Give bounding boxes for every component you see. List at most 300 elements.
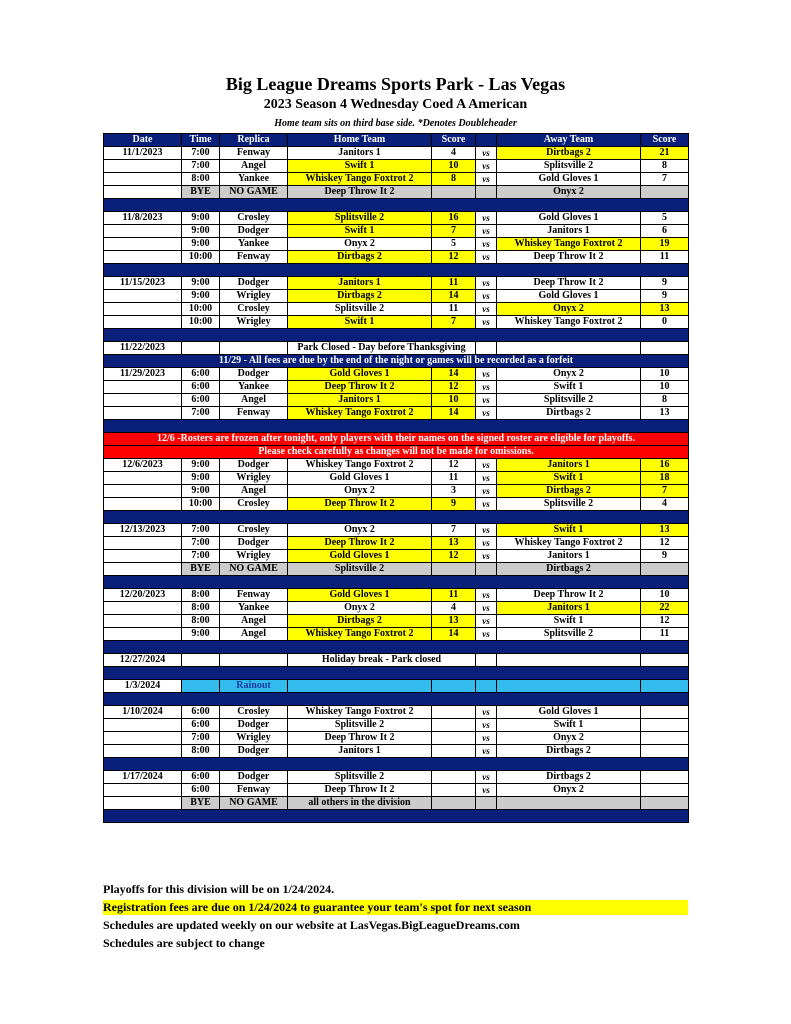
time-cell: 10:00 [182, 251, 220, 264]
date-cell: 1/3/2024 [104, 680, 182, 693]
home-team-cell: Gold Gloves 1 [288, 550, 432, 563]
game-row [104, 160, 689, 173]
date-cell [104, 563, 182, 576]
date-cell [104, 290, 182, 303]
separator-row [104, 693, 689, 706]
away-score-cell: 18 [641, 472, 689, 485]
away-score-cell [641, 719, 689, 732]
home-team-cell: Onyx 2 [288, 524, 432, 537]
bye-vs [476, 563, 497, 576]
replica-cell: Fenway [220, 784, 288, 797]
bye-home-score [432, 797, 476, 810]
away-team-cell: Deep Throw It 2 [497, 589, 641, 602]
website-note: Schedules are updated weekly on our website at LasVegas.BigLeagueDreams.com [103, 918, 520, 932]
replica-cell: Crosley [220, 524, 288, 537]
vs-cell: vs [476, 602, 497, 615]
vs-cell: vs [476, 394, 497, 407]
home-team-cell: Whiskey Tango Foxtrot 2 [288, 173, 432, 186]
separator-row [104, 667, 689, 680]
home-team-cell: Deep Throw It 2 [288, 784, 432, 797]
separator-cell [104, 641, 689, 654]
away-score-cell: 0 [641, 316, 689, 329]
home-team-cell: Onyx 2 [288, 485, 432, 498]
vs-cell: vs [476, 745, 497, 758]
time-cell: 7:00 [182, 550, 220, 563]
away-team-cell: Gold Gloves 1 [497, 173, 641, 186]
replica-cell: Wrigley [220, 472, 288, 485]
home-team-cell: Onyx 2 [288, 602, 432, 615]
vs-cell: vs [476, 706, 497, 719]
time-cell: 9:00 [182, 290, 220, 303]
date-cell [104, 160, 182, 173]
replica-cell: Crosley [220, 706, 288, 719]
game-row [104, 277, 689, 290]
time-cell: 9:00 [182, 459, 220, 472]
separator-row [104, 810, 689, 823]
time-cell: 7:00 [182, 524, 220, 537]
time-cell: 6:00 [182, 719, 220, 732]
home-score-cell [432, 719, 476, 732]
header-time: Time [182, 134, 220, 147]
vs-cell: vs [476, 771, 497, 784]
bye-label: BYE [182, 563, 220, 576]
vs-cell: vs [476, 472, 497, 485]
game-row [104, 615, 689, 628]
time-cell: 8:00 [182, 589, 220, 602]
away-score-cell: 12 [641, 537, 689, 550]
home-score-cell [432, 771, 476, 784]
away-score-cell: 9 [641, 550, 689, 563]
home-score-cell: 14 [432, 290, 476, 303]
home-score-cell: 11 [432, 589, 476, 602]
replica-cell: Yankee [220, 173, 288, 186]
time-cell: 8:00 [182, 615, 220, 628]
roster-notice-row [104, 433, 689, 446]
away-team-cell: Deep Throw It 2 [497, 251, 641, 264]
empty-cell [641, 654, 689, 667]
time-cell: 9:00 [182, 628, 220, 641]
header-home-score: Score [432, 134, 476, 147]
time-cell: 7:00 [182, 732, 220, 745]
game-row [104, 381, 689, 394]
home-team-cell: Dirtbags 2 [288, 615, 432, 628]
home-team-cell: Swift 1 [288, 160, 432, 173]
date-cell [104, 498, 182, 511]
game-row [104, 628, 689, 641]
vs-cell: vs [476, 615, 497, 628]
header-vs [476, 134, 497, 147]
away-score-cell: 10 [641, 368, 689, 381]
game-row [104, 472, 689, 485]
separator-cell [104, 264, 689, 277]
home-team-cell: Onyx 2 [288, 238, 432, 251]
away-team-cell: Gold Gloves 1 [497, 290, 641, 303]
header-date: Date [104, 134, 182, 147]
time-cell: 9:00 [182, 225, 220, 238]
separator-cell [104, 667, 689, 680]
game-row [104, 316, 689, 329]
header-away-score: Score [641, 134, 689, 147]
date-cell [104, 628, 182, 641]
away-team-cell: Janitors 1 [497, 225, 641, 238]
game-row [104, 602, 689, 615]
time-cell: 8:00 [182, 173, 220, 186]
date-cell: 1/10/2024 [104, 706, 182, 719]
away-score-cell [641, 784, 689, 797]
home-score-cell: 11 [432, 472, 476, 485]
away-team-cell: Onyx 2 [497, 368, 641, 381]
home-score-cell: 12 [432, 459, 476, 472]
home-score-cell [432, 732, 476, 745]
bye-label: BYE [182, 797, 220, 810]
closed-message: Park Closed - Day before Thanksgiving [288, 342, 476, 355]
vs-cell: vs [476, 277, 497, 290]
replica-cell: Wrigley [220, 316, 288, 329]
replica-cell: Crosley [220, 303, 288, 316]
time-cell: 7:00 [182, 147, 220, 160]
game-row [104, 238, 689, 251]
bye-row [104, 186, 689, 199]
vs-cell: vs [476, 212, 497, 225]
away-team-cell: Dirtbags 2 [497, 407, 641, 420]
vs-cell: vs [476, 628, 497, 641]
vs-cell: vs [476, 303, 497, 316]
game-row [104, 524, 689, 537]
home-team-cell: Janitors 1 [288, 147, 432, 160]
replica-cell: Yankee [220, 602, 288, 615]
game-row [104, 719, 689, 732]
date-cell [104, 745, 182, 758]
away-score-cell: 10 [641, 381, 689, 394]
date-cell: 11/22/2023 [104, 342, 182, 355]
empty-cell [476, 654, 497, 667]
date-cell [104, 303, 182, 316]
game-row [104, 212, 689, 225]
date-cell: 12/13/2023 [104, 524, 182, 537]
date-cell [104, 719, 182, 732]
time-cell: 10:00 [182, 316, 220, 329]
away-score-cell: 16 [641, 459, 689, 472]
time-cell: 8:00 [182, 602, 220, 615]
home-score-cell: 11 [432, 277, 476, 290]
date-cell: 11/29/2023 [104, 368, 182, 381]
no-game-label: NO GAME [220, 563, 288, 576]
home-team-cell: Dirtbags 2 [288, 251, 432, 264]
park-closed-row [104, 654, 689, 667]
vs-cell: vs [476, 524, 497, 537]
replica-cell: Angel [220, 160, 288, 173]
header-home-team: Home Team [288, 134, 432, 147]
vs-cell: vs [476, 732, 497, 745]
date-cell [104, 251, 182, 264]
home-score-cell: 9 [432, 498, 476, 511]
park-closed-row [104, 342, 689, 355]
home-score-cell: 5 [432, 238, 476, 251]
vs-cell: vs [476, 173, 497, 186]
vs-cell: vs [476, 784, 497, 797]
home-score-cell: 7 [432, 524, 476, 537]
vs-cell: vs [476, 251, 497, 264]
game-row [104, 368, 689, 381]
home-team-note: Home team sits on third base side. *Denotes Doubleheader [274, 118, 517, 129]
date-cell: 12/20/2023 [104, 589, 182, 602]
rainout-row [104, 680, 689, 693]
vs-cell: vs [476, 485, 497, 498]
date-cell [104, 394, 182, 407]
date-cell [104, 537, 182, 550]
replica-cell: Fenway [220, 407, 288, 420]
away-team-cell: Janitors 1 [497, 459, 641, 472]
away-team-cell: Dirtbags 2 [497, 485, 641, 498]
bye-away-team: Dirtbags 2 [497, 563, 641, 576]
time-cell: 6:00 [182, 368, 220, 381]
time-cell: 10:00 [182, 498, 220, 511]
separator-cell [104, 576, 689, 589]
separator-cell [104, 511, 689, 524]
game-row [104, 394, 689, 407]
time-cell: 7:00 [182, 160, 220, 173]
schedule-body [104, 147, 689, 823]
date-cell [104, 316, 182, 329]
empty-cell [476, 342, 497, 355]
game-row [104, 303, 689, 316]
date-cell: 12/27/2024 [104, 654, 182, 667]
away-score-cell: 21 [641, 147, 689, 160]
away-score-cell: 19 [641, 238, 689, 251]
away-score-cell [641, 745, 689, 758]
bye-away-team [497, 797, 641, 810]
date-cell: 11/15/2023 [104, 277, 182, 290]
away-team-cell: Deep Throw It 2 [497, 277, 641, 290]
home-score-cell [432, 706, 476, 719]
home-team-cell: Splitsville 2 [288, 303, 432, 316]
home-team-cell: Deep Throw It 2 [288, 381, 432, 394]
date-cell [104, 615, 182, 628]
header-row [104, 134, 689, 147]
away-team-cell: Dirtbags 2 [497, 147, 641, 160]
game-row [104, 485, 689, 498]
replica-cell: Yankee [220, 238, 288, 251]
date-cell [104, 485, 182, 498]
home-team-cell: Deep Throw It 2 [288, 498, 432, 511]
schedule-table [103, 133, 689, 823]
game-row [104, 459, 689, 472]
separator-cell [104, 329, 689, 342]
away-team-cell: Whiskey Tango Foxtrot 2 [497, 316, 641, 329]
replica-cell: Dodger [220, 368, 288, 381]
away-score-cell: 12 [641, 615, 689, 628]
roster-notice: Please check carefully as changes will not be made for omissions. [104, 446, 689, 459]
no-game-label: NO GAME [220, 797, 288, 810]
time-cell: 9:00 [182, 212, 220, 225]
away-team-cell: Swift 1 [497, 719, 641, 732]
home-score-cell: 12 [432, 381, 476, 394]
vs-cell: vs [476, 498, 497, 511]
bye-away-team: Onyx 2 [497, 186, 641, 199]
replica-cell: Yankee [220, 381, 288, 394]
vs-cell: vs [476, 589, 497, 602]
home-score-cell: 3 [432, 485, 476, 498]
date-cell [104, 784, 182, 797]
vs-cell: vs [476, 368, 497, 381]
date-cell [104, 797, 182, 810]
away-team-cell: Dirtbags 2 [497, 771, 641, 784]
home-score-cell: 12 [432, 251, 476, 264]
home-score-cell: 13 [432, 615, 476, 628]
bye-home-team: Deep Throw It 2 [288, 186, 432, 199]
rainout-label: Rainout [220, 680, 288, 693]
bye-home-team: all others in the division [288, 797, 432, 810]
home-score-cell [432, 745, 476, 758]
time-cell: 6:00 [182, 784, 220, 797]
home-team-cell: Splitsville 2 [288, 212, 432, 225]
date-cell: 11/8/2023 [104, 212, 182, 225]
separator-cell [104, 810, 689, 823]
bye-home-team: Splitsville 2 [288, 563, 432, 576]
bye-home-score [432, 563, 476, 576]
date-cell: 1/17/2024 [104, 771, 182, 784]
away-team-cell: Janitors 1 [497, 550, 641, 563]
separator-row [104, 641, 689, 654]
replica-cell: Angel [220, 394, 288, 407]
replica-cell: Dodger [220, 771, 288, 784]
separator-row [104, 329, 689, 342]
home-score-cell: 14 [432, 368, 476, 381]
bye-vs [476, 186, 497, 199]
separator-cell [104, 420, 689, 433]
replica-cell: Dodger [220, 745, 288, 758]
home-team-cell: Gold Gloves 1 [288, 589, 432, 602]
home-score-cell: 4 [432, 147, 476, 160]
away-team-cell: Whiskey Tango Foxtrot 2 [497, 537, 641, 550]
date-cell [104, 472, 182, 485]
separator-row [104, 264, 689, 277]
bye-away-score [641, 563, 689, 576]
away-team-cell: Splitsville 2 [497, 394, 641, 407]
replica-cell: Angel [220, 485, 288, 498]
date-cell [104, 550, 182, 563]
home-score-cell [432, 784, 476, 797]
replica-cell: Angel [220, 615, 288, 628]
time-cell: 9:00 [182, 485, 220, 498]
away-score-cell: 4 [641, 498, 689, 511]
playoffs-note: Playoffs for this division will be on 1/24/2024. [103, 882, 335, 896]
date-cell [104, 238, 182, 251]
date-cell: 12/6/2023 [104, 459, 182, 472]
date-cell: 11/1/2023 [104, 147, 182, 160]
away-team-cell: Janitors 1 [497, 602, 641, 615]
away-team-cell: Swift 1 [497, 472, 641, 485]
fees-notice-row [104, 355, 689, 368]
date-cell [104, 186, 182, 199]
date-cell [104, 381, 182, 394]
empty-cell [220, 654, 288, 667]
home-team-cell: Whiskey Tango Foxtrot 2 [288, 628, 432, 641]
replica-cell: Crosley [220, 498, 288, 511]
home-score-cell: 13 [432, 537, 476, 550]
empty-cell [497, 342, 641, 355]
away-score-cell: 9 [641, 277, 689, 290]
time-cell: 6:00 [182, 394, 220, 407]
home-team-cell: Gold Gloves 1 [288, 472, 432, 485]
date-cell [104, 732, 182, 745]
away-score-cell: 9 [641, 290, 689, 303]
game-row [104, 784, 689, 797]
vs-cell: vs [476, 719, 497, 732]
vs-cell: vs [476, 407, 497, 420]
home-team-cell: Splitsville 2 [288, 771, 432, 784]
away-score-cell: 10 [641, 589, 689, 602]
empty-cell [220, 342, 288, 355]
replica-cell: Angel [220, 628, 288, 641]
away-score-cell [641, 771, 689, 784]
away-team-cell: Onyx 2 [497, 784, 641, 797]
away-team-cell: Splitsville 2 [497, 498, 641, 511]
home-score-cell: 4 [432, 602, 476, 615]
home-score-cell: 7 [432, 225, 476, 238]
game-row [104, 173, 689, 186]
separator-row [104, 758, 689, 771]
replica-cell: Dodger [220, 537, 288, 550]
rain-cell [432, 680, 476, 693]
away-team-cell: Splitsville 2 [497, 160, 641, 173]
time-cell: 6:00 [182, 381, 220, 394]
home-score-cell: 14 [432, 407, 476, 420]
separator-row [104, 511, 689, 524]
home-team-cell: Swift 1 [288, 316, 432, 329]
game-row [104, 706, 689, 719]
rain-cell [182, 680, 220, 693]
separator-row [104, 199, 689, 212]
game-row [104, 225, 689, 238]
away-team-cell: Swift 1 [497, 615, 641, 628]
game-row [104, 771, 689, 784]
away-score-cell: 11 [641, 251, 689, 264]
header-replica: Replica [220, 134, 288, 147]
replica-cell: Dodger [220, 277, 288, 290]
away-score-cell: 13 [641, 524, 689, 537]
away-score-cell: 5 [641, 212, 689, 225]
game-row [104, 550, 689, 563]
away-team-cell: Onyx 2 [497, 303, 641, 316]
vs-cell: vs [476, 537, 497, 550]
home-score-cell: 10 [432, 394, 476, 407]
separator-cell [104, 758, 689, 771]
away-score-cell: 6 [641, 225, 689, 238]
home-score-cell: 8 [432, 173, 476, 186]
game-row [104, 498, 689, 511]
vs-cell: vs [476, 147, 497, 160]
closed-message: Holiday break - Park closed [288, 654, 476, 667]
replica-cell: Wrigley [220, 732, 288, 745]
fees-notice: 11/29 - All fees are due by the end of the night or games will be recorded as a forfeit [104, 355, 689, 368]
home-team-cell: Whiskey Tango Foxtrot 2 [288, 459, 432, 472]
away-score-cell: 13 [641, 303, 689, 316]
vs-cell: vs [476, 160, 497, 173]
home-team-cell: Whiskey Tango Foxtrot 2 [288, 407, 432, 420]
home-score-cell: 10 [432, 160, 476, 173]
home-score-cell: 16 [432, 212, 476, 225]
home-score-cell: 14 [432, 628, 476, 641]
vs-cell: vs [476, 225, 497, 238]
empty-cell [497, 654, 641, 667]
game-row [104, 290, 689, 303]
roster-notice: 12/6 -Rosters are frozen after tonight, only players with their names on the signed roster are eligible for playoffs. [104, 433, 689, 446]
home-score-cell: 12 [432, 550, 476, 563]
roster-notice-row [104, 446, 689, 459]
away-team-cell: Whiskey Tango Foxtrot 2 [497, 238, 641, 251]
home-team-cell: Splitsville 2 [288, 719, 432, 732]
